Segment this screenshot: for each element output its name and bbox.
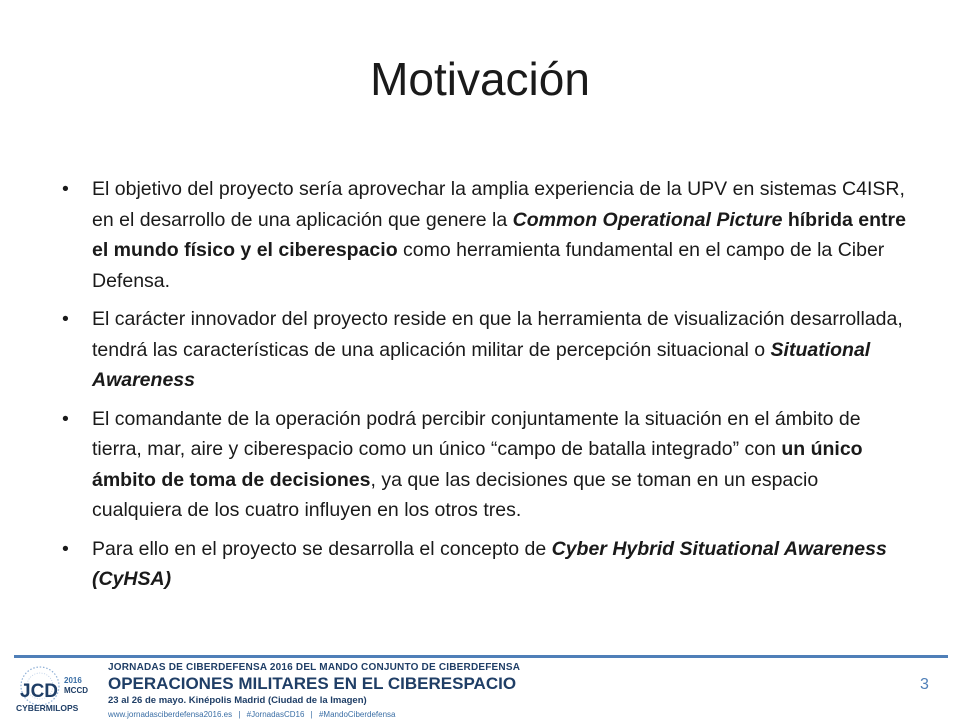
bullet-item — [62, 404, 912, 526]
footer-hashtag-link[interactable]: #MandoCiberdefensa — [318, 710, 396, 719]
bullet-emphasis: Common Operational Picture — [512, 208, 783, 231]
footer-divider — [14, 655, 948, 658]
bullet-bold: híbrida entre el mundo físico y el ciberespacio — [92, 208, 906, 261]
footer-event-date: 23 al 26 de mayo. Kinépolis Madrid (Ciudad de la Imagen) — [108, 695, 367, 706]
bullet-icon: • — [62, 178, 69, 200]
bullet-text: El carácter innovador del proyecto reside en que la herramienta de visualización desarrollada, tendrá las características de una aplicación militar de percepción situacional o — [92, 308, 903, 361]
bullet-icon: • — [62, 308, 69, 330]
footer-website-link[interactable]: www.jornadasciberdefensa2016.es — [108, 710, 233, 719]
logo-sub: MCCD — [64, 686, 88, 695]
footer-links — [108, 710, 520, 719]
bullet-text: , ya que las decisiones que se toman en un espacio cualquiera de los cuatro influyen en los otros tres. — [92, 468, 819, 521]
footer-separator: | — [310, 710, 313, 719]
bullet-emphasis: Situational Awareness — [92, 338, 871, 391]
globe-logo-icon — [14, 664, 100, 716]
bullet-item — [62, 534, 912, 595]
page-number: 3 — [920, 676, 929, 693]
bullet-text: El objetivo del proyecto sería aprovechar la amplia experiencia de la UPV en sistemas C4ISR, en el desarrollo de una aplicación que genere la — [92, 178, 905, 231]
footer-banner — [108, 662, 520, 719]
footer-separator: | — [238, 710, 241, 719]
bullet-icon: • — [62, 407, 69, 430]
logo-main: JCD — [20, 681, 59, 702]
logo-brand: CYBERMILOPS — [16, 703, 79, 713]
logo-year: 2016 — [64, 676, 82, 685]
footer-hashtag-link[interactable]: #JornadasCD16 — [246, 710, 305, 719]
bullet-text: como herramienta fundamental en el campo de la Ciber Defensa. — [92, 239, 885, 292]
slide-title: Motivación — [370, 53, 590, 105]
bullet-bold: un único ámbito de toma de decisiones — [92, 438, 863, 491]
bullet-item — [62, 174, 912, 296]
bullet-icon: • — [62, 537, 69, 560]
bullet-emphasis: Cyber Hybrid Situational Awareness (CyHSA) — [92, 537, 887, 590]
bullet-list — [62, 174, 912, 603]
bullet-text: El comandante de la operación podrá percibir conjuntamente la situación en el ámbito de tierra, mar, aire y ciberespacio como un único “campo de batalla integrado” con — [92, 407, 861, 460]
footer-event-line: JORNADAS DE CIBERDEFENSA 2016 DEL MANDO CONJUNTO DE CIBERDEFENSA — [108, 662, 521, 673]
bullet-item — [62, 304, 912, 396]
footer-event-title: OPERACIONES MILITARES EN EL CIBERESPACIO — [108, 674, 517, 693]
bullet-text: Para ello en el proyecto se desarrolla el concepto de — [92, 537, 552, 560]
